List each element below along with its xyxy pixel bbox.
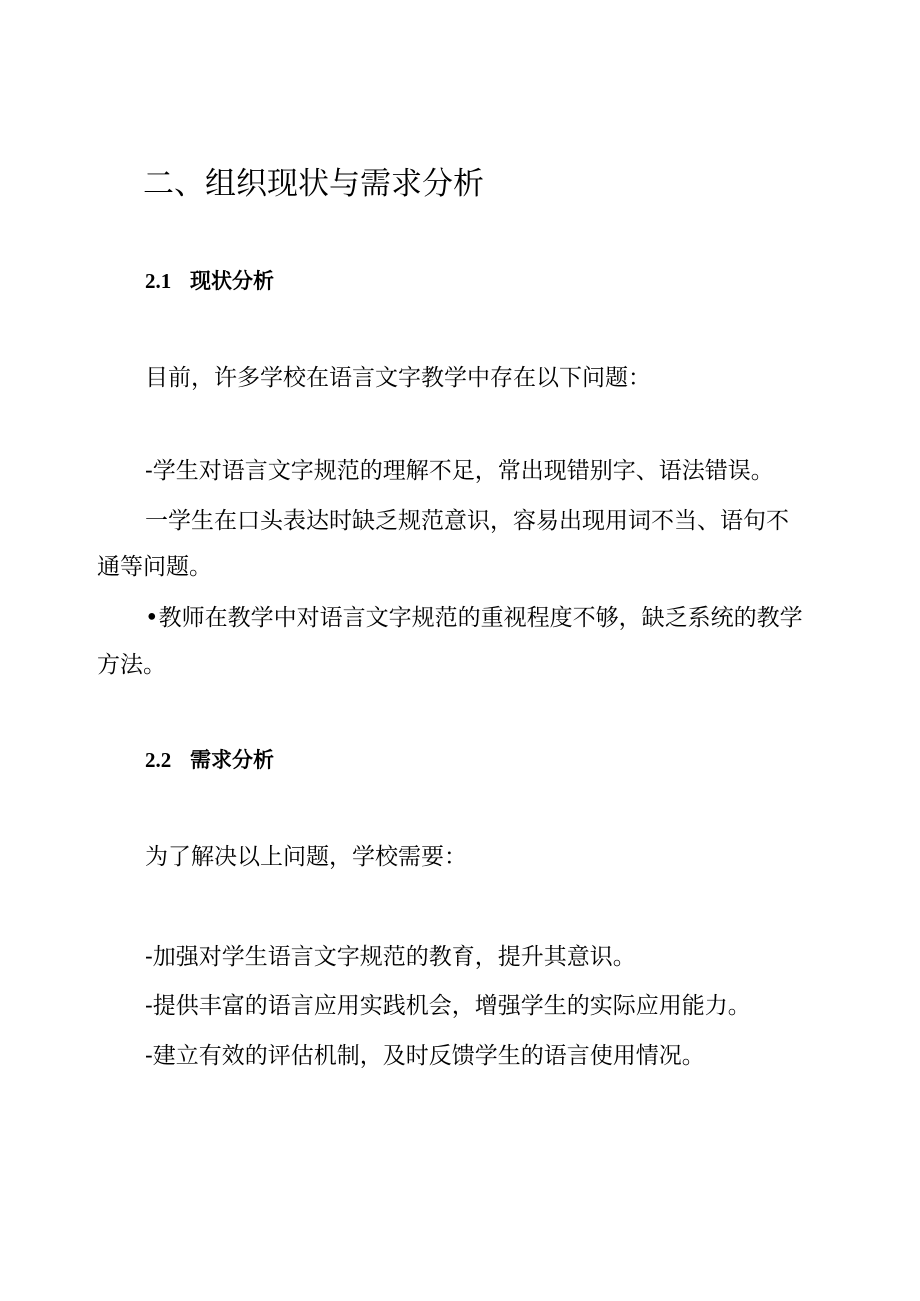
- section-intro: 目前，许多学校在语言文字教学中存在以下问题：: [145, 365, 651, 391]
- section-heading-2-1: [145, 266, 274, 296]
- section-heading-2-2: [145, 745, 274, 775]
- section-intro: 为了解决以上问题，学校需要：: [145, 844, 467, 870]
- list-item: -加强对学生语言文字规范的教育，提升其意识。: [145, 944, 636, 970]
- list-item-continuation: 方法。: [97, 652, 166, 678]
- section-heading-text: 需求分析: [190, 748, 274, 772]
- list-item: -提供丰富的语言应用实践机会，增强学生的实际应用能力。: [145, 993, 751, 1019]
- list-item: •教师在教学中对语言文字规范的重视程度不够，缺乏系统的教学: [145, 605, 803, 631]
- list-item-continuation: 通等问题。: [97, 554, 212, 580]
- section-number: 2.2: [145, 748, 172, 772]
- list-item: 一学生在口头表达时缺乏规范意识，容易出现用词不当、语句不: [145, 508, 789, 534]
- page-title: 二、组织现状与需求分析: [143, 166, 484, 202]
- section-heading-text: 现状分析: [190, 269, 274, 293]
- list-item: -学生对语言文字规范的理解不足，常出现错别字、语法错误。: [145, 458, 774, 484]
- list-item: -建立有效的评估机制，及时反馈学生的语言使用情况。: [145, 1043, 705, 1069]
- section-number: 2.1: [145, 269, 172, 293]
